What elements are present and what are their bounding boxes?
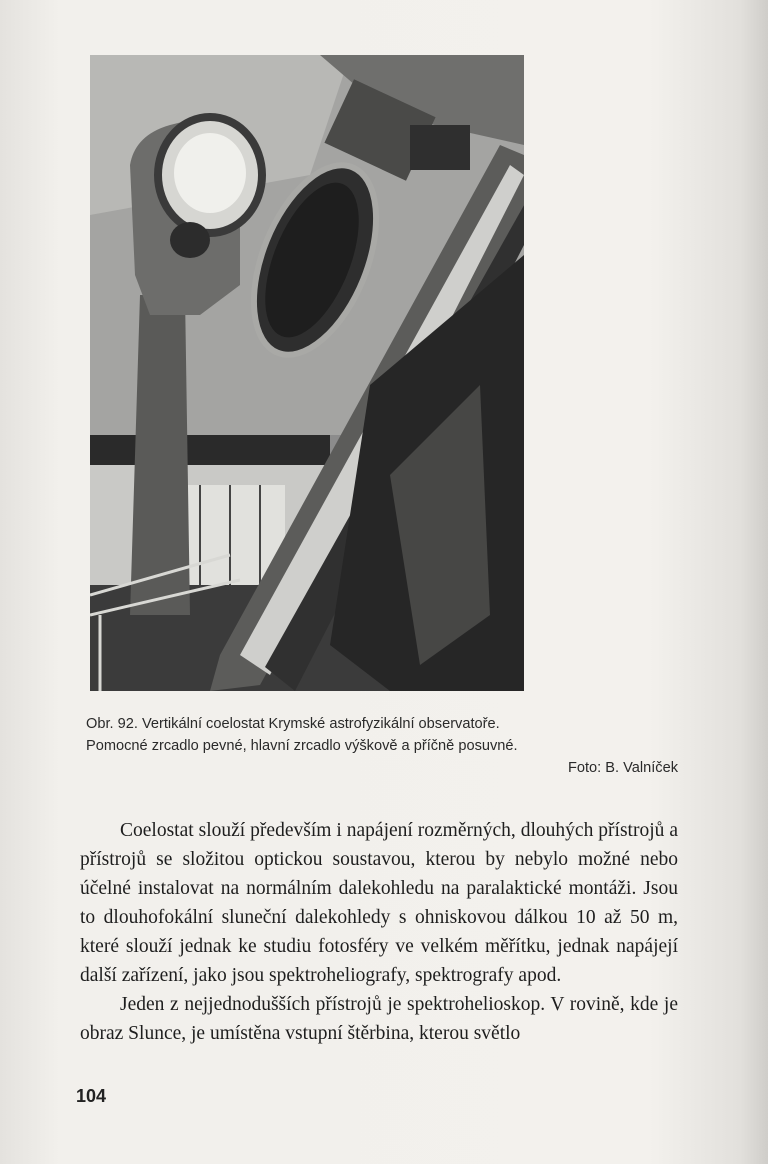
paragraph-2: Jeden z nejjednodušších přístrojů je spektrohelioskop. V rovině, kde je obraz Slunce, je umístěna vstupní štěrbina, kterou světlo — [80, 994, 678, 1044]
vertical-coelostat-photo — [90, 55, 524, 691]
caption-line-2: Pomocné zrcadlo pevné, hlavní zrcadlo výškově a příčně posuvné. — [86, 738, 518, 754]
caption-line-1: Obr. 92. Vertikální coelostat Krymské astrofyzikální observatoře. — [86, 716, 500, 732]
body-text — [80, 816, 678, 1048]
page-number: 104 — [76, 1086, 107, 1106]
figure-caption — [86, 713, 678, 779]
paragraph-1: Coelostat slouží především i napájení rozměrných, dlouhých přístrojů a přístrojů se složitou optickou soustavou, kterou by nebylo možné nebo účelné instalovat na normálním dalekohledu na paralaktické montáži. Jsou to dlouhofokální sluneční dalekohledy s ohniskovou dálkou 10 až 50 m, které slouží jednak ke studiu fotosféry ve velkém měřítku, jednak napájejí další zařízení, jako jsou spektroheliografy, spektrografy apod. — [80, 820, 678, 986]
photo-credit: Foto: B. Valníček — [567, 760, 678, 776]
